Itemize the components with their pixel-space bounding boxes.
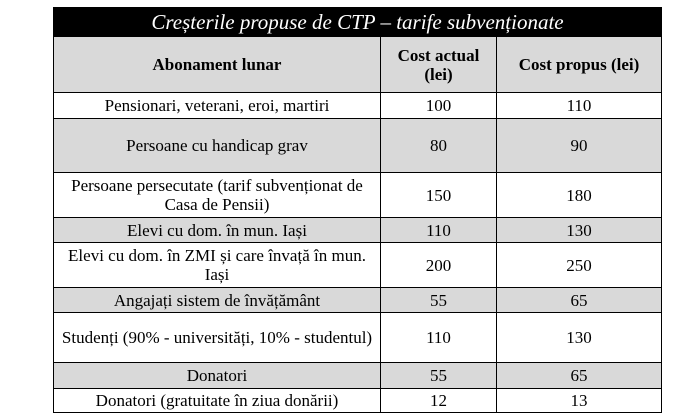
row-proposed-cost: 250 xyxy=(497,243,662,288)
row-current-cost: 80 xyxy=(381,119,497,173)
header-row xyxy=(54,37,662,93)
row-current-cost: 55 xyxy=(381,288,497,313)
row-proposed-cost: 13 xyxy=(497,389,662,413)
table-row xyxy=(54,243,662,288)
header-current-cost: Cost actual (lei) xyxy=(381,37,497,93)
row-proposed-cost: 110 xyxy=(497,93,662,119)
row-current-cost: 200 xyxy=(381,243,497,288)
tariff-table-container xyxy=(53,7,661,413)
row-proposed-cost: 90 xyxy=(497,119,662,173)
row-current-cost: 110 xyxy=(381,218,497,243)
row-category: Elevi cu dom. în ZMI și care învață în mun. Iași xyxy=(54,243,381,288)
row-current-cost: 150 xyxy=(381,173,497,218)
row-category: Donatori xyxy=(54,363,381,389)
table-row xyxy=(54,218,662,243)
table-title-row xyxy=(54,8,662,37)
table-row xyxy=(54,363,662,389)
row-proposed-cost: 65 xyxy=(497,288,662,313)
row-proposed-cost: 130 xyxy=(497,218,662,243)
row-proposed-cost: 180 xyxy=(497,173,662,218)
tariff-table xyxy=(53,7,662,413)
table-row xyxy=(54,173,662,218)
row-category: Persoane cu handicap grav xyxy=(54,119,381,173)
table-row xyxy=(54,313,662,363)
table-row xyxy=(54,389,662,413)
table-row xyxy=(54,93,662,119)
header-proposed-cost: Cost propus (lei) xyxy=(497,37,662,93)
row-category: Pensionari, veterani, eroi, martiri xyxy=(54,93,381,119)
row-current-cost: 110 xyxy=(381,313,497,363)
header-category: Abonament lunar xyxy=(54,37,381,93)
row-category: Persoane persecutate (tarif subvenționat de Casa de Pensii) xyxy=(54,173,381,218)
table-title: Creșterile propuse de CTP – tarife subvenționate xyxy=(54,8,662,37)
row-current-cost: 12 xyxy=(381,389,497,413)
row-current-cost: 55 xyxy=(381,363,497,389)
row-category: Angajați sistem de învățământ xyxy=(54,288,381,313)
row-proposed-cost: 130 xyxy=(497,313,662,363)
table-row xyxy=(54,119,662,173)
row-proposed-cost: 65 xyxy=(497,363,662,389)
row-category: Elevi cu dom. în mun. Iași xyxy=(54,218,381,243)
row-category: Donatori (gratuitate în ziua donării) xyxy=(54,389,381,413)
row-category: Studenți (90% - universități, 10% - studentul) xyxy=(54,313,381,363)
row-current-cost: 100 xyxy=(381,93,497,119)
table-row xyxy=(54,288,662,313)
